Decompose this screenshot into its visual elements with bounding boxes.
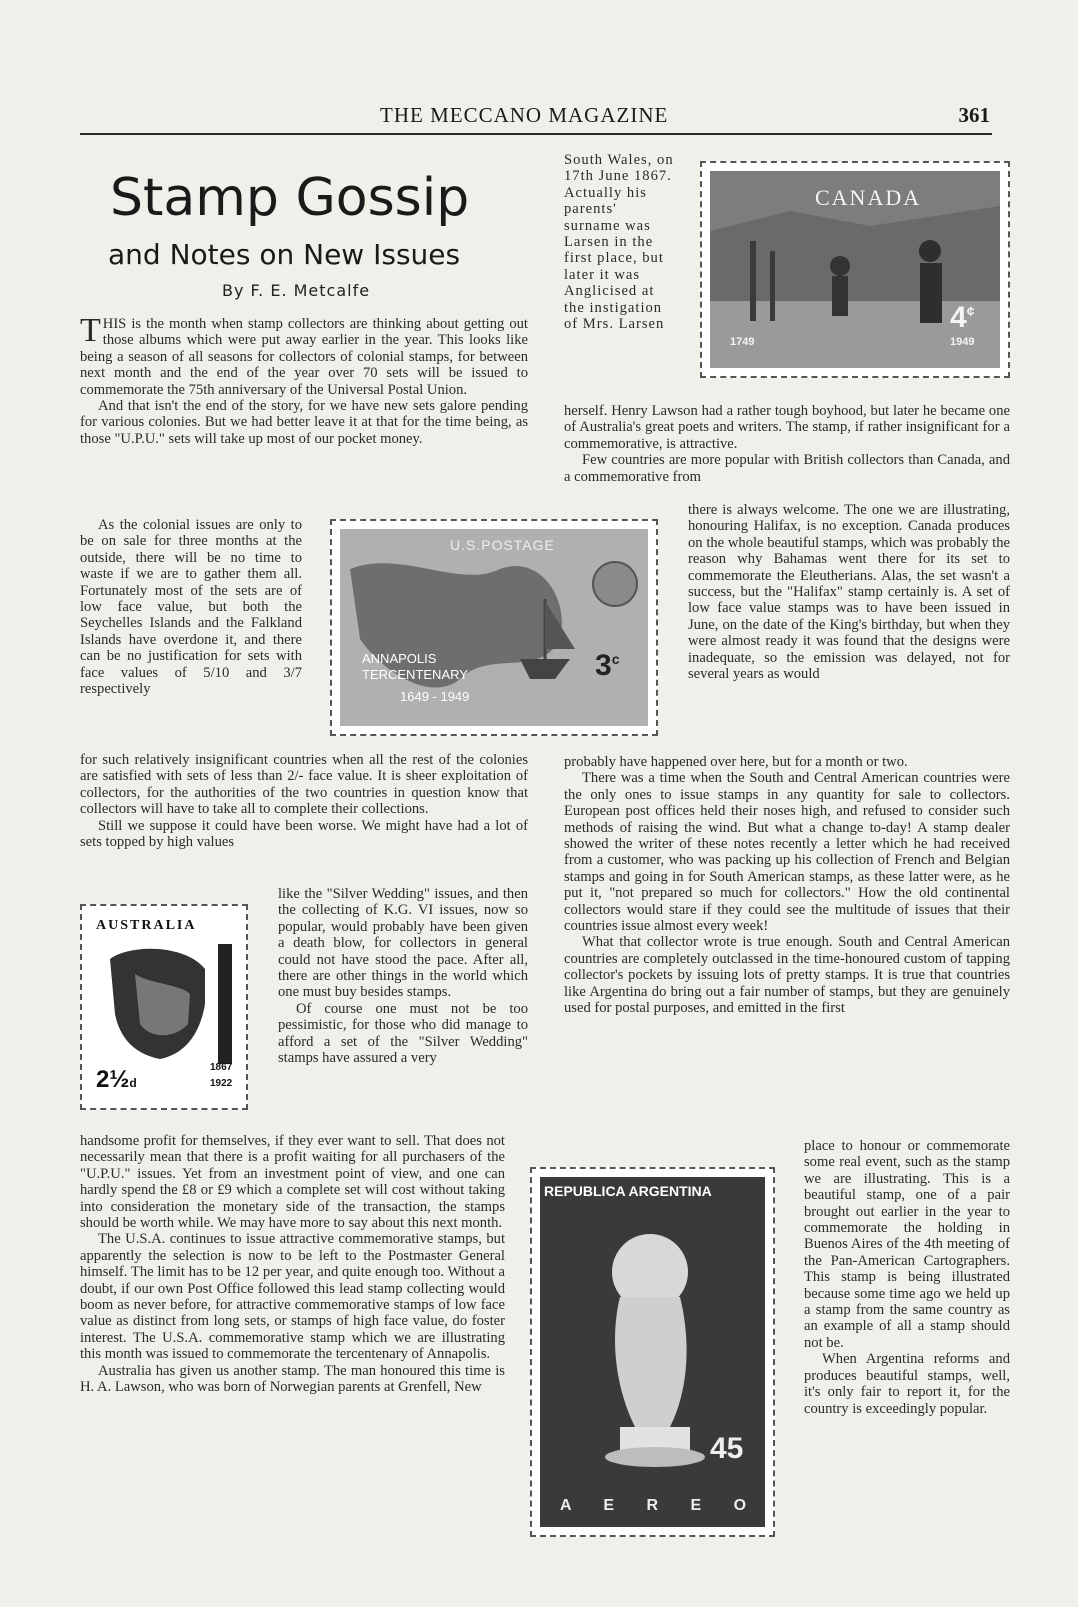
article-title: Stamp Gossip [110, 168, 470, 228]
canada-year-left: 1749 [730, 336, 755, 348]
col1-mid [80, 752, 528, 850]
paragraph: there is always welcome. The one we are illustrating, honouring Halifax, is no exception. Canada produces on the whole beautiful stamps, which was probably the reason why Bahamas went there for its set to commemorate the Eleutherians. Alas, the set wasn't a success, but the "Halifax" stamp certainly is. A set of low face value stamps was to have been issued in June, on the date of the King's birthday, but when they were almost ready it was found that the designs were inadequate, so the emission was delayed, not for several years as would [688, 502, 1010, 683]
paragraph: herself. Henry Lawson had a rather tough boyhood, but later he became one of Australia's great poets and writers. The stamp, if rather insignificant for a commemorative, is attractive. [564, 403, 1010, 452]
paragraph: As the colonial issues are only to be on sale for three months at the outside, there will be no time to waste if we are to gather them all. Fortunately most of the sets are of low face value, but both the Seychelles Islands and the Falkland Islands have overdone it, and there can be no justification for sets with face values of 5/10 and 3/7 respectively [80, 517, 302, 698]
usa-annapolis-stamp [330, 519, 658, 736]
paragraph: When Argentina reforms and produces beautiful stamps, well, it's only fair to report it, for the country is exceedingly popular. [804, 1351, 1010, 1417]
usa-line2: TERCENTENARY [362, 667, 468, 682]
paragraph: And that isn't the end of the story, for we have new sets galore pending for various colonies. But we had better leave it at that for the time being, as those "U.P.U." sets will take up most of our pocket money. [80, 398, 528, 447]
paragraph: The U.S.A. continues to issue attractive commemorative stamps, but apparently the selection is now to be left to the Postmaster General himself. The limit has to be 12 per year, and quite enough too. Without a doubt, if our own Post Office followed this lead stamp collecting would boom as never before, for attractive commemorative stamps of low face value as distinct from long sets, or stamps of high face value, do foster interest. The U.S.A. commemorative stamp which we are illustrating this month was issued to commemorate the tercentenary of Annapolis. [80, 1231, 505, 1363]
col1-intro [80, 312, 528, 447]
canada-stamp [700, 161, 1010, 378]
paragraph: Still we suppose it could have been worse. We might have had a lot of sets topped by high values [80, 817, 528, 851]
paragraph: What that collector wrote is true enough. South and Central American countries are completely outclassed in the time-honoured custom of tapping collector's pockets by issuing lots of pretty stamps. It is true that countries like Argentina do bring out a fair number of stamps, but they are genuinely used for postal purposes, and emitted in the first [564, 934, 1010, 1017]
header-rule [80, 133, 992, 135]
canada-year-right: 1949 [950, 336, 975, 348]
paragraph: probably have happened over here, but for a month or two. [564, 754, 908, 770]
paragraph: for such relatively insignificant countries when all the rest of the colonies are satisfied with sets of less than 2/- face value. It is sheer exploitation of collectors, for the authorities of the two countries in question know that collectors will have to take all to complete their collections. [80, 752, 528, 818]
argentina-value: 45 [710, 1432, 744, 1465]
argentina-country: REPUBLICA ARGENTINA [544, 1183, 712, 1199]
drop-cap: T [80, 312, 101, 349]
paragraph: handsome profit for themselves, if they ever want to sell. That does not necessarily mean that there is a profit waiting for all purchasers of the "U.P.U." issues. Yet from an investment point of view, and one can hardly spend the £8 or £9 which a complete set will cost without taking into consideration the monetary side of the transaction, the stamps should be worth while. We may have more to say about this next month. [80, 1133, 505, 1232]
australia-value: 2½d [96, 1066, 137, 1093]
usa-map-image [340, 529, 648, 726]
col2-wrap-usa [688, 502, 1010, 682]
australia-year1: 1867 [210, 1062, 233, 1073]
col2-wrap-argentina [804, 1138, 1010, 1417]
paragraph: Few countries are more popular with British collectors than Canada, and a commemorative from [564, 452, 1010, 485]
usa-line1: ANNAPOLIS [362, 651, 437, 666]
paragraph: There was a time when the South and Central American countries were the only ones to issue stamps in any quantity for sale to collectors. European post offices held their noses high, and refused to consider such methods of raising the wind. But what a change to-day! A stamp dealer showed the writer of these notes recently a letter which he had received from a customer, who was packing up his collection of French and Belgian stamps and going in for South American stamps, as these latter were, as he put it, "not prepared so much for collectors." How the old continental collectors would stare if they could see the multitude of issues that their countries issue almost every week! [564, 770, 1010, 935]
argentina-statue-image [540, 1177, 765, 1527]
magazine-title: THE MECCANO MAGAZINE [380, 103, 669, 127]
canada-country: CANADA [815, 185, 922, 210]
usa-header: U.S.POSTAGE [450, 537, 555, 553]
paragraph: THIS is the month when stamp collectors are thinking about getting out those albums which were put away earlier in the year. This looks like being a season of all seasons for collectors of colonial stamps, for between next month and the end of the year over 70 sets will be issued to commemorate the 75th anniversary of the Universal Postal Union. [80, 312, 528, 398]
col1-wrap-australia [278, 886, 528, 1066]
article-byline: By F. E. Metcalfe [222, 281, 371, 300]
usa-years: 1649 - 1949 [400, 689, 470, 704]
running-header [80, 103, 990, 133]
paragraph: like the "Silver Wedding" issues, and then the collecting of K.G. VI issues, now so popular, would probably have been given a death blow, for collectors in general could not have stood the pace. After all, there are other things in the world which one must buy besides stamps. [278, 886, 528, 1001]
australia-lawson-stamp [80, 904, 248, 1110]
argentina-bottom: A E R E O [560, 1497, 761, 1514]
page-number: 361 [958, 103, 990, 127]
col2-mid [564, 754, 1010, 1017]
col1-lower [80, 1133, 505, 1396]
article-subtitle: and Notes on New Issues [108, 238, 461, 271]
argentina-stamp [530, 1167, 775, 1537]
col1-wrap-usa [80, 517, 302, 697]
australia-country: AUSTRALIA [96, 918, 197, 933]
paragraph: place to honour or commemorate some real event, such as the stamp we are illustrating. This is a beautiful stamp, one of a pair brought out earlier in the year to commemorate the holding in Buenos Aires of the 4th meeting of the Pan-American Cartographers. This stamp is being illustrated because some time ago we held up a stamp from the same country as an example of all a stamp should not be. [804, 1138, 1010, 1351]
paragraph: Of course one must not be too pessimistic, for those who did manage to afford a set of the "Silver Wedding" stamps have assured a very [278, 1000, 528, 1067]
canada-value: 4¢ [950, 301, 975, 334]
col2-wrap-canada [564, 152, 674, 332]
paragraph: Australia has given us another stamp. The man honoured this time is H. A. Lawson, who was born of Norwegian parents at Grenfell, New [80, 1362, 505, 1396]
col2-upper [564, 403, 1010, 485]
paragraph: South Wales, on 17th June 1867. Actually his parents' surname was Larsen in the first place, but later it was Anglicised at the instigation of Mrs. Larsen [564, 152, 674, 333]
usa-value: 3$^c$ [595, 649, 620, 682]
australia-year2: 1922 [210, 1078, 233, 1089]
